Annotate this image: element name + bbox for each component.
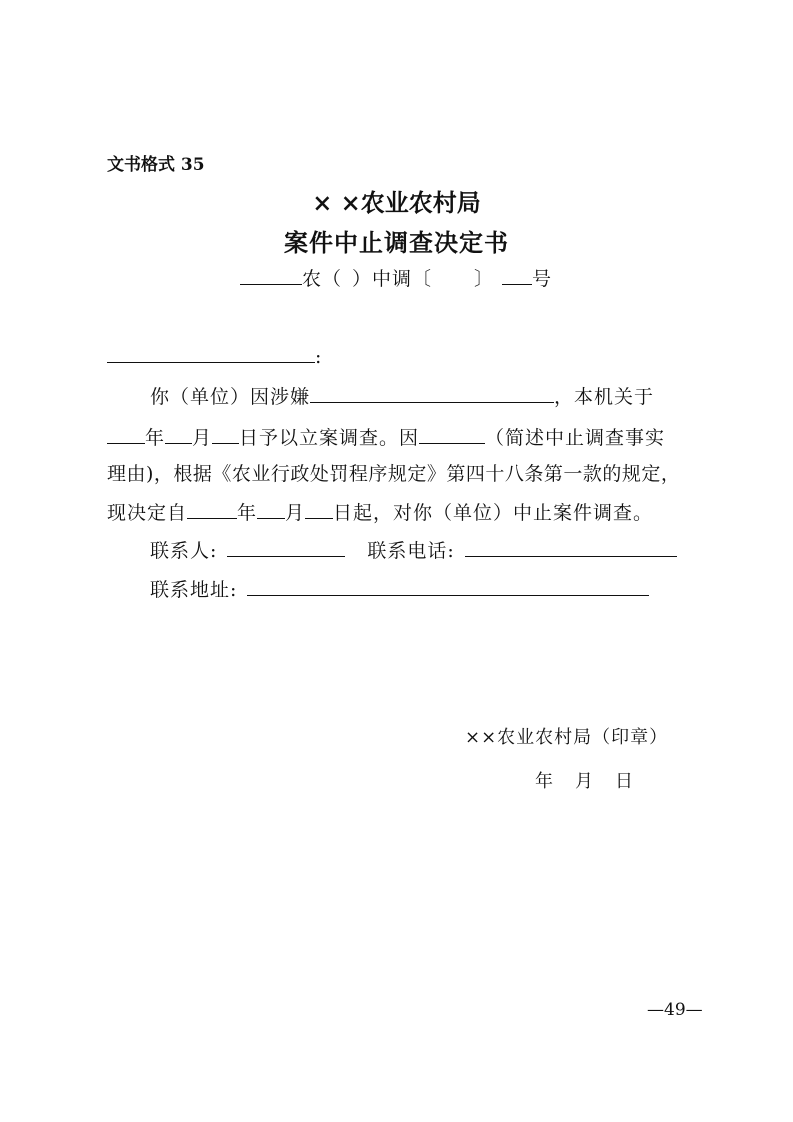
filing-month-blank (165, 425, 192, 444)
contact-phone-blank (465, 538, 677, 557)
document-number (240, 266, 552, 291)
reason-note-text: （简述中止调查事实 (485, 427, 666, 449)
body-line-4 (107, 500, 653, 525)
issuing-authority-title: × ×农业农村局 (312, 188, 481, 217)
address-line (150, 577, 649, 602)
suspend-year-label: 年 (237, 502, 258, 524)
body-agency-text: ，本机关于 (554, 386, 655, 408)
date-year-label: 年 (535, 771, 553, 792)
document-format-label: 文书格式 35 (107, 155, 205, 175)
issuer-seal-line: ××农业农村局（印章） (465, 727, 669, 748)
document-title: 案件中止调查决定书 (284, 228, 509, 257)
number-serial-blank (502, 266, 532, 285)
addressee-colon: : (315, 346, 323, 368)
violation-blank (310, 384, 554, 403)
body-line-3 (107, 462, 680, 486)
addressee-blank (107, 344, 315, 363)
date-day-label: 日 (615, 771, 633, 792)
number-middle-text: ）中调〔 (352, 268, 433, 290)
number-prefix-blank (240, 266, 302, 285)
body-line-1 (150, 384, 654, 409)
body-line-2 (107, 425, 665, 450)
contact-person-label: 联系人: (150, 540, 218, 562)
suspend-month-label: 月 (285, 502, 306, 524)
filing-month-label: 月 (192, 427, 213, 449)
suspend-month-blank (257, 500, 285, 519)
contact-phone-label: 联系电话: (367, 540, 455, 562)
contact-line (150, 538, 677, 563)
filing-day-text: 日予以立案调查。因 (239, 427, 420, 449)
filing-year-blank (107, 425, 145, 444)
contact-person-blank (227, 538, 345, 557)
signature-date (535, 767, 633, 793)
decision-end-text: 日起，对你（单位）中止案件调查。 (333, 502, 654, 524)
page-number: —49— (647, 1000, 703, 1020)
contact-address-blank (247, 577, 649, 596)
contact-address-label: 联系地址: (150, 579, 238, 601)
legal-basis-text: 理由)，根据《农业行政处罚程序规定》第四十八条第一款的规定， (107, 463, 681, 485)
filing-year-label: 年 (145, 427, 166, 449)
addressee-line (107, 344, 322, 369)
filing-day-blank (212, 425, 239, 444)
date-month-label: 月 (575, 771, 593, 792)
reason-blank (419, 425, 485, 444)
number-bracket-close: 〕 (474, 268, 495, 290)
suspend-day-blank (305, 500, 333, 519)
suspend-year-blank (187, 500, 237, 519)
number-hao-text: 号 (532, 268, 553, 290)
decision-start-text: 现决定自 (107, 502, 188, 524)
number-agri-text: 农（ (302, 268, 343, 290)
body-suspect-text: 你（单位）因涉嫌 (150, 386, 311, 408)
